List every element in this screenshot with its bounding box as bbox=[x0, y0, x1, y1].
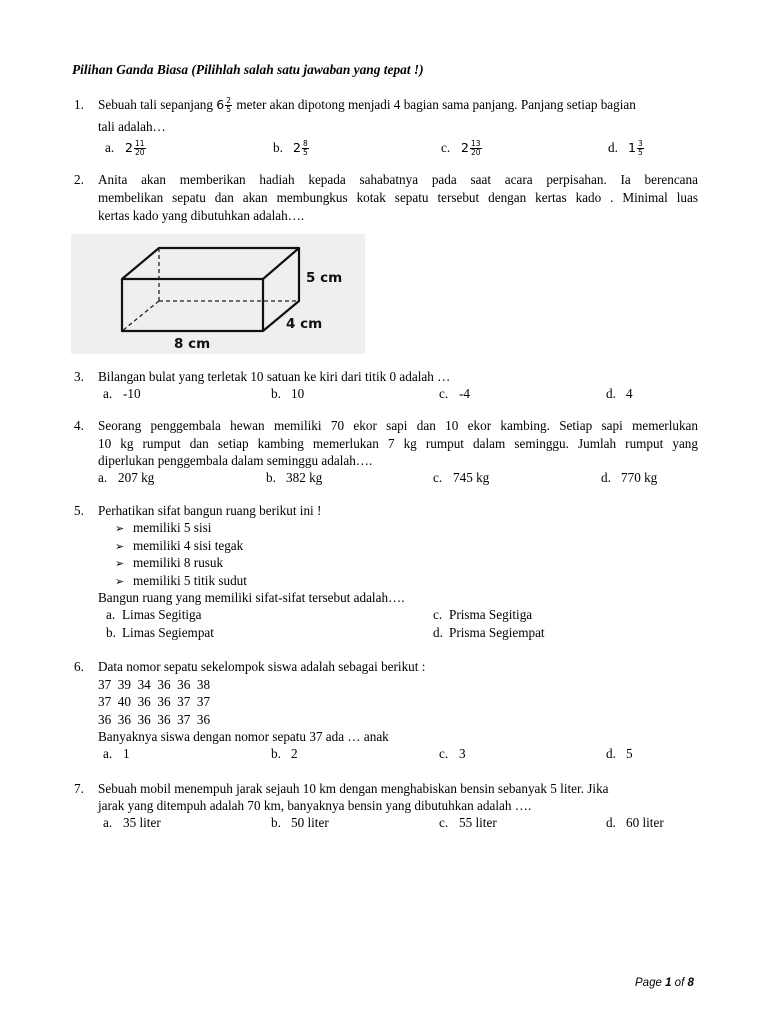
option-c[interactable]: c. 745 kg bbox=[433, 470, 490, 485]
cuboid-top-face bbox=[122, 248, 299, 279]
question-text: Sebuah tali sepanjang 6 $\frac{2}{5}$ meter akan dipotong menjadi 4 bagian sama panjang. Panjang setiap bagian bbox=[98, 96, 636, 115]
data-row: 36 36 36 36 37 36 bbox=[98, 712, 211, 727]
option-b[interactable]: b. 10 bbox=[271, 386, 305, 401]
arrow-bullet-icon: ➢ bbox=[115, 575, 125, 588]
question-text-line: membelikan sepatu dan akan membungkus kotak sepatu tersebut dengan kertas kado . Minimal luas bbox=[98, 190, 698, 205]
question-number: 3. bbox=[74, 369, 84, 384]
option-b[interactable]: b. 2 $\frac{8}{5}$ bbox=[273, 139, 308, 158]
page-number: 1 bbox=[665, 977, 672, 989]
fraction: $\frac{2}{5}$ bbox=[226, 96, 232, 115]
option-c[interactable]: c. 3 bbox=[439, 746, 466, 761]
option-d[interactable]: d. 60 liter bbox=[606, 815, 664, 830]
option-c[interactable]: c. 55 liter bbox=[439, 815, 497, 830]
question-number: 2. bbox=[74, 172, 84, 187]
option-b[interactable]: b. 50 liter bbox=[271, 815, 329, 830]
option-c[interactable]: c. Prisma Segitiga bbox=[433, 607, 533, 622]
question-number: 5. bbox=[74, 503, 84, 518]
option-a[interactable]: a. 2 $\frac{11}{20}$ bbox=[105, 139, 145, 158]
page-total: 8 bbox=[687, 977, 694, 989]
option-b[interactable]: b. Limas Segiempat bbox=[106, 625, 214, 640]
list-item: ➢ memiliki 8 rusuk bbox=[115, 555, 224, 570]
data-row: 37 39 34 36 36 38 bbox=[98, 677, 211, 692]
option-c[interactable]: c. 2 $\frac{13}{20}$ bbox=[441, 139, 481, 158]
list-item: ➢ memiliki 5 titik sudut bbox=[115, 573, 247, 588]
height-label: 5 cm bbox=[306, 270, 343, 286]
page-footer: Page 1 of 8 bbox=[635, 977, 694, 989]
option-d[interactable]: d. Prisma Segiempat bbox=[433, 625, 545, 640]
mixed-number-whole: 6 bbox=[216, 97, 225, 112]
list-item: ➢ memiliki 5 sisi bbox=[115, 520, 212, 535]
question-number: 6. bbox=[74, 659, 84, 674]
cuboid-front-face bbox=[122, 279, 263, 331]
arrow-bullet-icon: ➢ bbox=[115, 540, 125, 553]
question-text-line: kertas kado yang dibutuhkan adalah…. bbox=[98, 208, 305, 223]
question-text-line: Anita akan memberikan hadiah kepada sahabatnya pada saat acara perpisahan. Ia berencana bbox=[98, 172, 698, 187]
option-d[interactable]: d. 4 bbox=[606, 386, 633, 401]
box-figure bbox=[71, 234, 365, 354]
option-d[interactable]: d. 5 bbox=[606, 746, 633, 761]
question-prompt: Banyaknya siswa dengan nomor sepatu 37 ada … anak bbox=[98, 729, 389, 744]
question-text-line: diperlukan penggembala dalam seminggu adalah…. bbox=[98, 453, 373, 468]
arrow-bullet-icon: ➢ bbox=[115, 557, 125, 570]
data-row: 37 40 36 36 37 37 bbox=[98, 694, 211, 709]
question-prompt: Bangun ruang yang memiliki sifat-sifat tersebut adalah…. bbox=[98, 590, 405, 605]
option-d[interactable]: d. 770 kg bbox=[601, 470, 658, 485]
depth-label: 4 cm bbox=[286, 316, 323, 332]
question-text: Bilangan bulat yang terletak 10 satuan ke kiri dari titik 0 adalah … bbox=[98, 369, 451, 384]
section-heading: Pilihan Ganda Biasa (Pilihlah salah satu jawaban yang tepat !) bbox=[72, 62, 424, 77]
list-item: ➢ memiliki 4 sisi tegak bbox=[115, 538, 244, 553]
arrow-bullet-icon: ➢ bbox=[115, 522, 125, 535]
question-text-line: 10 kg rumput dan setiap kambing memerlukan 7 kg rumput dalam seminggu. Jumlah rumput yang bbox=[98, 436, 698, 451]
cuboid-diagram bbox=[71, 234, 365, 354]
question-text-line: Sebuah mobil menempuh jarak sejauh 10 km dengan menghabiskan bensin sebanyak 5 liter. Jika bbox=[98, 781, 609, 796]
option-c[interactable]: c. -4 bbox=[439, 386, 470, 401]
question-text: Data nomor sepatu sekelompok siswa adalah sebagai berikut : bbox=[98, 659, 426, 674]
question-text-line: Seorang penggembala hewan memiliki 70 ekor sapi dan 10 ekor kambing. Setiap sapi memerlukan bbox=[98, 418, 698, 433]
question-text: Perhatikan sifat bangun ruang berikut ini ! bbox=[98, 503, 322, 518]
question-text-line: tali adalah… bbox=[98, 119, 166, 134]
option-a[interactable]: a. -10 bbox=[103, 386, 141, 401]
hidden-edge bbox=[122, 301, 159, 331]
option-a[interactable]: a. 1 bbox=[103, 746, 130, 761]
option-a[interactable]: a. 207 kg bbox=[98, 470, 155, 485]
option-d[interactable]: d. 1 $\frac{3}{5}$ bbox=[608, 139, 643, 158]
option-a[interactable]: a. Limas Segitiga bbox=[106, 607, 202, 622]
question-text-line: jarak yang ditempuh adalah 70 km, banyaknya bensin yang dibutuhkan adalah …. bbox=[98, 798, 532, 813]
question-number: 7. bbox=[74, 781, 84, 796]
question-number: 1. bbox=[74, 97, 84, 112]
option-b[interactable]: b. 382 kg bbox=[266, 470, 323, 485]
option-a[interactable]: a. 35 liter bbox=[103, 815, 161, 830]
length-label: 8 cm bbox=[174, 336, 211, 352]
question-number: 4. bbox=[74, 418, 84, 433]
option-b[interactable]: b. 2 bbox=[271, 746, 298, 761]
